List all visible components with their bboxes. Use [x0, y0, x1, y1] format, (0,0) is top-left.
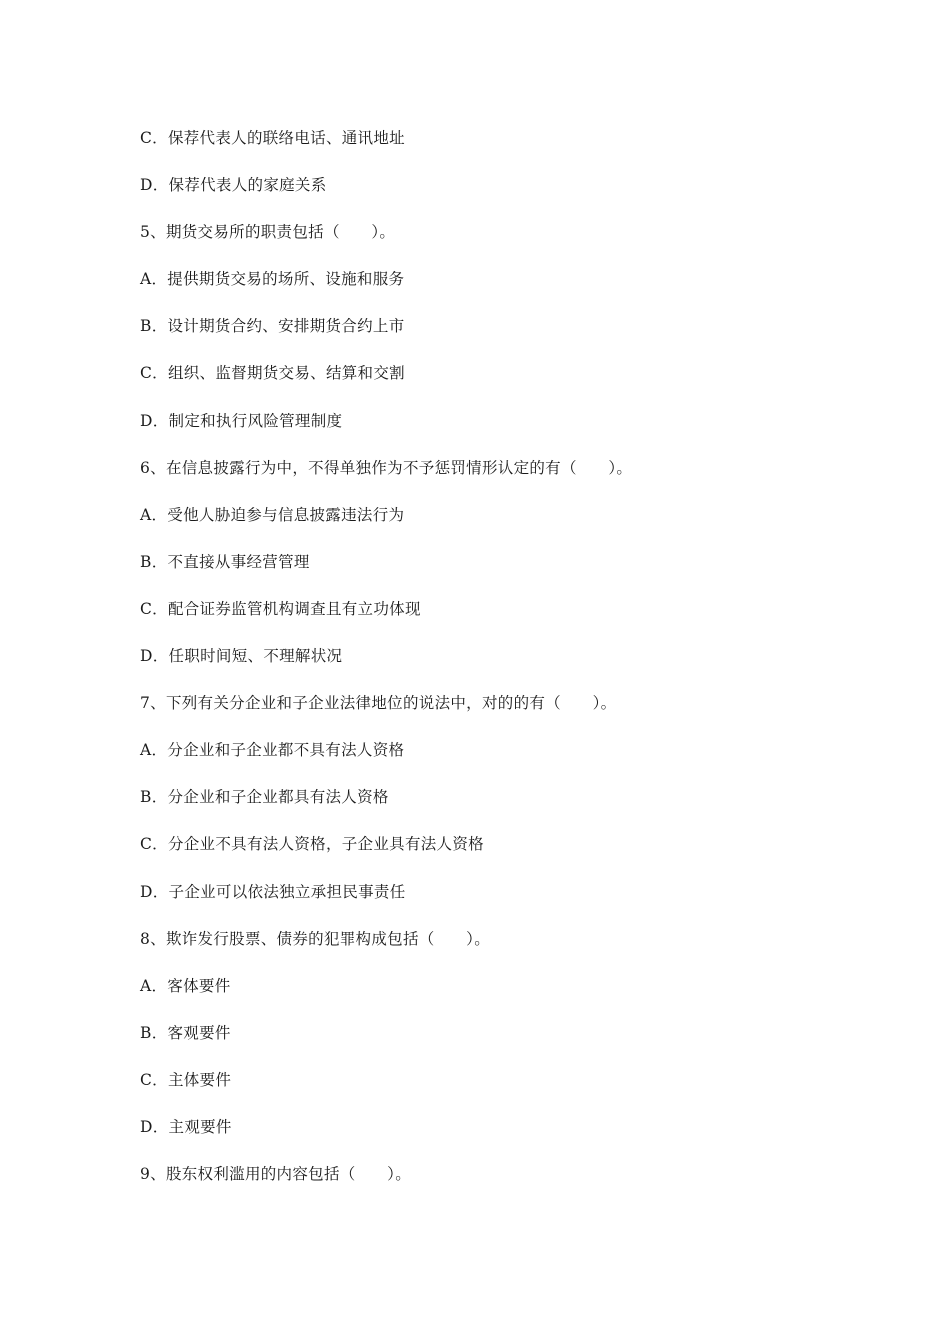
option-b-line: B．不直接从事经营管理 [140, 552, 310, 571]
option-b-line: B．客观要件 [140, 1023, 231, 1042]
option-d-line: D．制定和执行风险管理制度 [140, 411, 343, 430]
option-a-line: A．受他人胁迫参与信息披露违法行为 [140, 505, 405, 524]
question-7-line: 7、下列有关分企业和子企业法律地位的说法中，对的的有（ ）。 [140, 694, 617, 713]
option-d-line: D．主观要件 [140, 1117, 232, 1136]
option-c-line: C．保荐代表人的联络电话、通讯地址 [140, 129, 405, 147]
option-c-line: C．配合证券监管机构调查且有立功体现 [140, 599, 421, 618]
option-b-line: B．分企业和子企业都具有法人资格 [140, 788, 389, 807]
document-body [140, 126, 840, 1209]
question-5-line: 5、期货交易所的职责包括（ ）。 [140, 223, 396, 242]
option-a-line: A．客体要件 [140, 976, 231, 995]
question-6-line: 6、在信息披露行为中，不得单独作为不予惩罚情形认定的有（ ）。 [140, 458, 633, 477]
option-c-line: C．分企业不具有法人资格，子企业具有法人资格 [140, 835, 484, 854]
question-9-line: 9、股东权利滥用的内容包括（ ）。 [140, 1165, 412, 1184]
option-d-line: D．子企业可以依法独立承担民事责任 [140, 882, 406, 901]
option-d-line: D．任职时间短、不理解状况 [140, 647, 343, 666]
option-a-line: A．分企业和子企业都不具有法人资格 [140, 741, 405, 760]
option-a-line: A．提供期货交易的场所、设施和服务 [140, 270, 405, 289]
question-8-line: 8、欺诈发行股票、债券的犯罪构成包括（ ）。 [140, 929, 491, 948]
option-d-line: D．保荐代表人的家庭关系 [140, 176, 327, 195]
option-b-line: B．设计期货合约、安排期货合约上市 [140, 317, 405, 336]
option-c-line: C．组织、监督期货交易、结算和交割 [140, 364, 405, 383]
option-c-line: C．主体要件 [140, 1070, 232, 1089]
